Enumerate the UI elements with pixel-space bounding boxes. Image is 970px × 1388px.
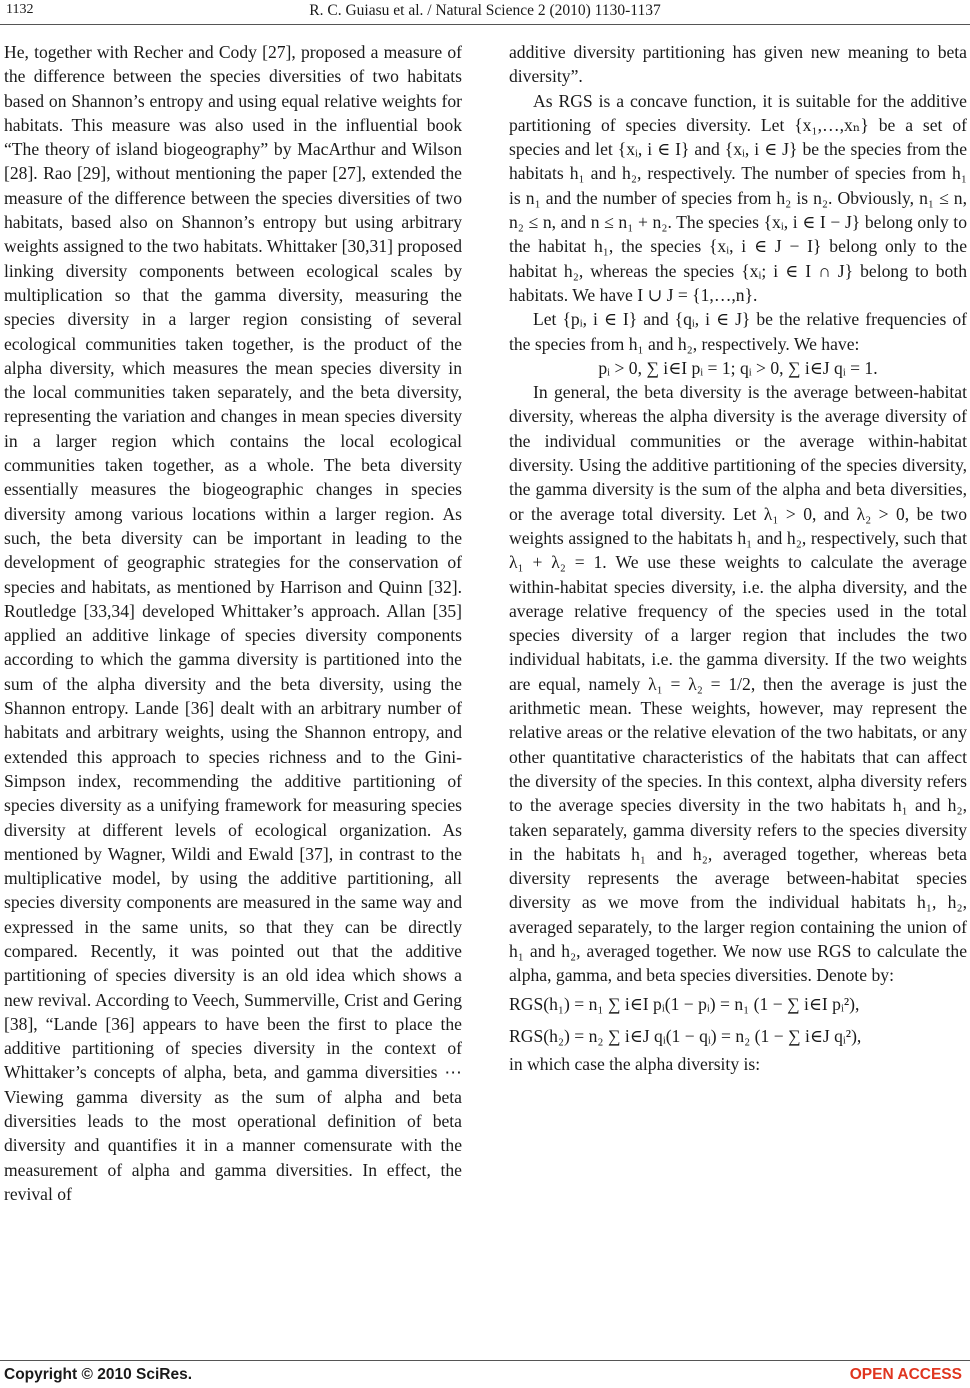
page-number: 1132 <box>6 2 34 17</box>
left-paragraph: He, together with Recher and Cody [27], proposed a measure of the difference between the species diversities of two habitats based on Shannon’s entropy and using equal relative weights for habitats. This measure was also used in the influential book “The theory of island biogeography” by MacArthur and Wilson [28]. Rao [29], without mentioning the paper [27], extended the measure of the difference between the species diversities of two habitats, based also on Shannon’s entropy but using arbitrary weights assigned to the two habitats. Whittaker [30,31] proposed linking diversity components between ecological scales by multiplication so that the gamma diversity, measuring the species diversity in a larger region consisting of several ecological communities taken together, is the product of the alpha diversity, which measures the mean species diversity in the local communities taken separately, and the beta diversity, representing the variation and changes in mean species diversity in a larger region which contains the local ecological communities taken together, as a whole. The beta diversity essentially measures the biogeographic changes in species diversity among various locations within a larger region. As such, the beta diversity can be important in leading to the development of geographic strategies for the conservation of species and habitats, as mentioned by Harrison and Quinn [32]. Routledge [33,34] developed Whittaker’s approach. Allan [35] applied an additive linkage of species diversity components according to which the gamma diversity is partitioned into the sum of the alpha diversity and the beta diversity, using the Shannon entropy. Lande [36] dealt with an arbitrary number of habitats and arbitrary weights, using the Shannon entropy, and extended this approach to species richness and to the Gini-Simpson index, recommending the additive partitioning of species diversity as a unifying framework for measuring species diversity at different levels of ecological organization. As mentioned by Wagner, Wildi and Ewald [37], in contrast to the multiplicative model, by using the additive partitioning, all species diversity components are measured in the same way and expressed in the same units, so that they can be directly compared. Recently, it was pointed out that the additive partitioning of species diversity is an old idea which shows a new revival. According to Veech, Summerville, Crist and Gering [38], “Lande [36] appears to have been the first to place the additive partitioning of species diversity in the context of Whittaker’s concepts of alpha, beta, and gamma diversities ⋯ Viewing gamma diversity as the sum of alpha and beta diversities leads to the most operational definition of beta diversity and quantifies it in a manner comensurate with the measurement of alpha and gamma diversities. In effect, the revival of <box>4 42 462 1204</box>
right-paragraph-3: Let {pᵢ, i ∈ I} and {qᵢ, i ∈ J} be the relative frequencies of the species from h₁ and h₂, respectively. We have: <box>509 309 967 354</box>
right-paragraph-1: additive diversity partitioning has given new meaning to beta diversity”. <box>509 42 967 87</box>
equation-frequencies: pᵢ > 0, ∑ i∈I pᵢ = 1; qᵢ > 0, ∑ i∈J qᵢ = 1. <box>598 357 878 378</box>
right-paragraph-4: In general, the beta diversity is the average between-habitat diversity, whereas the alpha diversity is the average diversity of the individual communities or the average within-habitat diversity. Using the additive partitioning of the species diversity, the gamma diversity is the sum of the alpha and beta diversities, or the average total diversity. Let λ₁ > 0, and λ₂ > 0, be two weights assigned to the habitats h₁ and h₂, respectively, such that λ₁ + λ₂ = 1. We use these weights to calculate the average within-habitat species diversity, i.e. the alpha diversity, and the average relative frequency of the species used in the total species diversity of a larger region that includes the two individual habitats, i.e. the gamma diversity. If the two weights are equal, namely λ₁ = λ₂ = 1/2, then the average is just the arithmetic mean. These weights, however, may represent the relative areas or the relative elevation of the two habitats, or any other quantitative characteristics of the habitats that can affect the diversity of the species. In this context, alpha diversity refers to the average species diversity in the two habitats h₁ and h₂, taken separately, gamma diversity refers to the species diversity in the habitats h₁ and h₂, averaged together, whereas beta diversity represents the average between-habitat species diversity as we move from the individual habitats h₁, h₂, averaged separately, to the larger region containing the union of h₁ and h₂, averaged together. We now use RGS to calculate the alpha, gamma, and beta species diversities. Denote by: <box>509 382 967 986</box>
right-column <box>509 40 967 1076</box>
right-paragraph-5: in which case the alpha diversity is: <box>509 1053 761 1074</box>
equation-rgs-h2: RGS(h₂) = n₂ ∑ i∈J qᵢ(1 − qᵢ) = n₂ (1 − ∑ i∈J qᵢ²), <box>509 1025 862 1046</box>
copyright-notice: Copyright © 2010 SciRes. <box>4 1366 193 1383</box>
running-header: R. C. Guiasu et al. / Natural Science 2 (2010) 1130-1137 <box>309 2 661 19</box>
footer-rule <box>0 1360 970 1361</box>
left-column <box>4 40 462 1206</box>
header-rule <box>0 24 970 25</box>
right-paragraph-2: As RGS is a concave function, it is suitable for the additive partitioning of species diversity. Let {x₁,…,xₙ} be a set of species and let {xᵢ, i ∈ I} and {xᵢ, i ∈ J} be the species from the habitats h₁ and h₂, respectively. The number of species from h₁ is n₁ and the number of species from h₂ is n₂. Obviously, n₁ ≤ n, n₂ ≤ n, and n ≤ n₁ + n₂. The species {xᵢ, i ∈ I − J} belong only to the habitat h₁, the species {xᵢ, i ∈ J − I} belong only to the habitat h₂, whereas the species {xᵢ; i ∈ I ∩ J} belong to both habitats. We have I ∪ J = {1,…,n}. <box>509 90 967 305</box>
open-access-label: OPEN ACCESS <box>849 1366 962 1383</box>
equation-rgs-h1: RGS(h₁) = n₁ ∑ i∈I pᵢ(1 − pᵢ) = n₁ (1 − ∑ i∈I pᵢ²), <box>509 993 860 1014</box>
